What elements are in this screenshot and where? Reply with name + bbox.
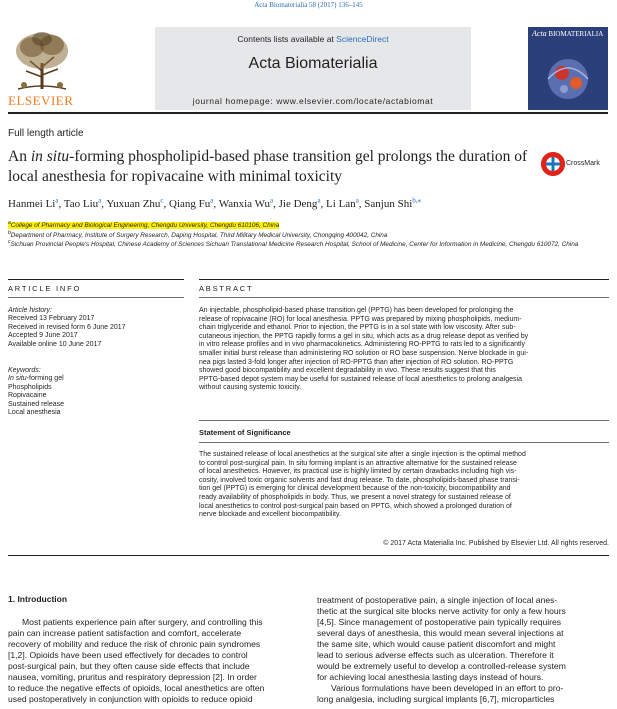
author-name[interactable]: Hanmei Li: [8, 197, 56, 210]
body-line: [4,5]. Since management of postoperative pain typically requires: [317, 617, 562, 627]
abstract-line: An injectable, phospholipid-based phase transition gel (PPTG) has been developed for prolonging the: [199, 307, 514, 314]
author-name[interactable]: Jie Deng: [278, 197, 318, 210]
author-affil-sup[interactable]: c: [160, 196, 164, 204]
title-part1: An: [8, 148, 31, 165]
abstract-line: without causing systemic toxicity.: [199, 384, 302, 392]
journal-homepage[interactable]: [155, 96, 471, 106]
abstract-line: in vitro release profiles and in vivo pharmacokinetics. Administering RO-PPTG to rats led to a significantly: [199, 341, 526, 349]
body-line: recovery of mobility and reduce the risk of chronic pain syndromes: [8, 639, 261, 649]
significance-line: local anesthetics to control post-surgical pain based on PPTG, which showed a prolonged duration of: [199, 502, 512, 510]
body-line: [1,2]. Opioids have been used effectively for decades to control: [8, 650, 248, 660]
copyright: © 2017 Acta Materialia Inc. Published by Elsevier Ltd. All rights reserved.: [383, 540, 609, 547]
body-line: would be extremely useful to develop a controlled-release system: [317, 661, 566, 671]
body-line: pain can increase patient satisfaction and comfort, accelerate: [8, 628, 242, 638]
significance-body: [199, 451, 609, 520]
author[interactable]: [364, 198, 421, 210]
abstract-line: PPTG-based depot system may be useful for sustained release of local anesthetics to prolong analgesia: [199, 375, 522, 383]
author-name[interactable]: Sanjun Shi: [364, 197, 413, 210]
affiliation-sup: c: [8, 239, 11, 245]
crossmark-icon[interactable]: [541, 152, 565, 176]
author[interactable]: Wanxia Wu$^a$,: [218, 196, 279, 210]
keyword: Ropivacaine: [8, 392, 47, 400]
keyword-italic: In situ: [8, 375, 27, 383]
significance-top-rule: [199, 420, 609, 421]
keyword: [8, 375, 188, 383]
author-affil-sup[interactable]: a: [55, 196, 59, 204]
abstract-body: [199, 307, 609, 393]
body-line: Various formulations have been developed in an effort to pro-: [331, 683, 564, 693]
keyword: Local anesthesia: [8, 409, 61, 417]
history-online: Available online 10 June 2017: [8, 340, 102, 348]
affiliation-text: Department of Pharmacy, Institute of Surgery Research, Daping Hospital, Third Military Medical University, Chongqing 400042, China: [10, 232, 388, 240]
abstract-rule: [199, 279, 609, 280]
significance-line: nerve blockade and excellent biocompatibility.: [199, 511, 341, 519]
body-line: to reduce the negative effects of opioids, local anesthetics are often: [8, 683, 265, 693]
significance-line: cosity, involved toxic organic solvents and fast drug release. To date, phospholipids-based phase transi-: [199, 476, 520, 484]
abstract-line: nea pigs lasted 3-fold longer after injection of RO-PPTG than after injection of RO solution. RO-PPTG: [199, 358, 514, 366]
body-line: post-surgical pain, but they often cause side effects that include: [8, 661, 250, 671]
body-line: the same site, which would cause patient discomfort and might: [317, 639, 556, 649]
cover-title-b: BIOMATERIALIA: [548, 30, 604, 38]
masthead-rule: [8, 112, 608, 114]
body-line: for achieving local anesthesia lasting days instead of hours.: [317, 672, 544, 682]
affiliation-sup: b: [8, 230, 11, 236]
abstract-bottom-rule: [8, 555, 609, 556]
author-affil-sup[interactable]: a: [317, 196, 321, 204]
cover-title-a: Acta: [532, 29, 547, 38]
article-title: [8, 147, 528, 187]
article-info-heading: ARTICLE INFO: [8, 284, 82, 293]
article-history: [8, 307, 188, 349]
homepage-text[interactable]: journal homepage: www.elsevier.com/locate/actabiomat: [192, 96, 434, 106]
significance-line: ready availability of phospholipids in body. Thus, we present a novel strategy for sustained release of: [199, 493, 511, 501]
elsevier-wordmark: ELSEVIER: [8, 93, 74, 108]
journal-cover: [528, 27, 608, 110]
body-line: used postoperatively in conjunction with opioids to reduce opioid: [8, 694, 253, 704]
author-name[interactable]: Yuxuan Zhu: [106, 197, 161, 210]
journal-citation[interactable]: Acta Biomaterialia 58 (2017) 136–145: [254, 1, 363, 9]
body-line: nausea, vomiting, pruritus and respiratory depression [2]. In order: [8, 672, 257, 682]
author[interactable]: Yuxuan Zhu$^c$,: [106, 196, 170, 210]
crossmark-label[interactable]: CrossMark: [566, 160, 600, 167]
title-italic: in situ: [30, 148, 70, 165]
abstract-line: showed good biocompatibility and excellent degradability in vivo. These results suggest that this: [199, 367, 496, 375]
author-name[interactable]: Li Lan: [326, 197, 356, 210]
journal-name: Acta Biomaterialia: [248, 55, 378, 72]
body-line: Most patients experience pain after surgery, and controlling this: [22, 617, 263, 627]
title-part2: -forming phospholipid-based phase transition gel prolongs the duration of local anesthesia for ropivacaine with minimal toxicity: [8, 148, 528, 185]
body-line: several days of anesthesia, this would mean several injections at: [317, 628, 564, 638]
history-revised: Received in revised form 6 June 2017: [8, 323, 126, 331]
introduction-left-column: [8, 617, 300, 705]
article-info-subrule: [8, 297, 184, 298]
significance-line: The sustained release of local anesthetics at the surgical site after a single injection is the optimal method: [199, 451, 526, 458]
keywords-label: Keywords:: [8, 367, 41, 374]
abstract-line: cutaneous injection, the PPTG rapidly forms a gel in situ, which acts as a drug release depot as verified by: [199, 332, 529, 340]
author[interactable]: Tao Liu$^a$,: [63, 196, 107, 210]
author-affil-sup[interactable]: b,⁎: [412, 196, 422, 204]
author-list: [8, 196, 608, 210]
significance-line: tion gel (PPTG) is emerging for clinical development because of the non-toxicity, biocompatibility and: [199, 485, 511, 493]
author-affil-sup[interactable]: a: [355, 196, 359, 204]
abstract-line: chain triglyceride and ethanol. Prior to injection, the PPTG is in a sol state with low viscosity. After sub-: [199, 324, 516, 332]
author-affil-sup[interactable]: a: [210, 196, 214, 204]
contents-prefix: Contents lists available at: [237, 34, 337, 44]
history-accepted: Accepted 9 June 2017: [8, 332, 78, 340]
author-name[interactable]: Wanxia Wu: [218, 197, 271, 210]
elsevier-tree-logo: [8, 27, 76, 93]
significance-heading: Statement of Significance: [199, 428, 291, 437]
author-name[interactable]: Tao Liu: [63, 197, 99, 210]
sciencedirect-link[interactable]: ScienceDirect: [336, 34, 389, 44]
affiliation-text: College of Pharmacy and Biological Engineering, Chengdu University, Chengdu 610106, China: [10, 222, 280, 230]
introduction-heading: 1. Introduction: [8, 594, 68, 604]
introduction-right-column: [317, 595, 609, 705]
affiliation-text: Sichuan Provincial People's Hospital, Chinese Academy of Sciences Sichuan Translational Medicine Research Hospital, School of Medicine, Center for Information in Medicine, Chengdu 610072, China: [10, 241, 579, 249]
author[interactable]: Hanmei Li$^a$,: [8, 196, 64, 210]
article-type: Full length article: [8, 128, 84, 139]
author-affil-sup[interactable]: a: [98, 196, 102, 204]
author[interactable]: Li Lan$^a$,: [326, 196, 365, 210]
keywords: [8, 367, 188, 417]
keyword: Phospholipids: [8, 383, 52, 391]
affiliation-c: [8, 238, 608, 249]
author[interactable]: Jie Deng$^a$,: [278, 196, 327, 210]
body-line: lead to serious adverse effects such as ulceration. Therefore it: [317, 650, 554, 660]
author-affil-sup[interactable]: a: [270, 196, 274, 204]
affiliation-sup: a: [8, 220, 11, 226]
history-label: Article history:: [8, 307, 52, 314]
article-info-rule: [8, 279, 184, 280]
significance-line: to control post-surgical pain. In situ forming implant is an attractive alternative for the sustained release: [199, 459, 517, 467]
body-line: thetic at the surgical site blocks nerve activity for only a few hours: [317, 606, 566, 616]
significance-line: of local anesthetics. However, its practical use is highly limited by certain drawbacks including high vis-: [199, 468, 517, 476]
cover-title: [532, 30, 606, 38]
abstract-heading: ABSTRACT: [199, 284, 254, 293]
keyword-rest: -forming gel: [26, 375, 64, 383]
keyword: Sustained release: [8, 400, 65, 408]
contents-line: [155, 34, 471, 44]
body-line: treatment of postoperative pain, a single injection of local anes-: [317, 595, 558, 605]
abstract-line: release of ropivacaine (RO) for local anesthesia. PPTG was prepared by mixing phospholipids, medium-: [199, 315, 522, 323]
body-line: long analgesia, including surgical implants [6,7], microparticles: [317, 694, 555, 704]
significance-subrule: [199, 442, 609, 443]
history-received: Received 13 February 2017: [8, 315, 95, 323]
author[interactable]: Qiang Fu$^a$,: [169, 196, 219, 210]
abstract-subrule: [199, 297, 609, 298]
cover-illustration-icon: [534, 49, 602, 107]
abstract-line: smaller initial burst release than administering RO solution or RO base suspension. Nerve blockade in gui-: [199, 349, 529, 357]
author-name[interactable]: Qiang Fu: [169, 197, 211, 210]
